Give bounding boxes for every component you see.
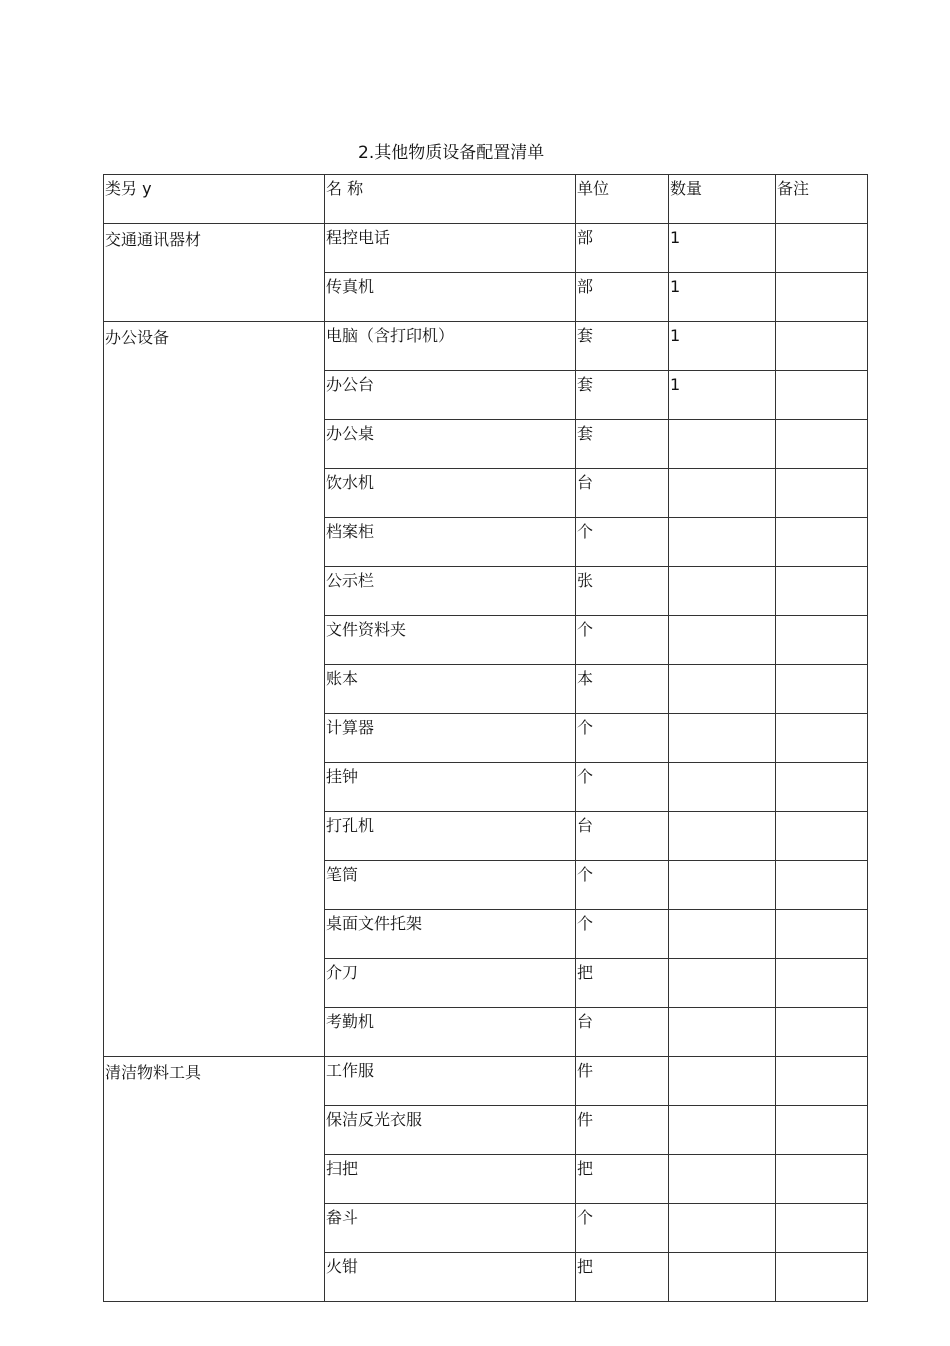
item-quantity-cell	[669, 714, 776, 763]
table-header-row	[104, 175, 868, 224]
item-unit-cell: 部	[576, 224, 669, 273]
item-quantity-cell	[669, 861, 776, 910]
item-unit-cell: 张	[576, 567, 669, 616]
header-unit: 单位	[576, 175, 669, 224]
item-unit-cell: 件	[576, 1057, 669, 1106]
item-name-cell: 桌面文件托架	[325, 910, 576, 959]
table-row	[104, 224, 868, 273]
item-remark-cell	[776, 714, 868, 763]
item-unit-cell: 个	[576, 910, 669, 959]
item-unit-cell: 本	[576, 665, 669, 714]
item-quantity-cell	[669, 665, 776, 714]
item-quantity-cell	[669, 959, 776, 1008]
item-quantity-cell	[669, 910, 776, 959]
item-name-cell: 账本	[325, 665, 576, 714]
item-remark-cell	[776, 567, 868, 616]
item-name-cell: 保洁反光衣服	[325, 1106, 576, 1155]
header-remark: 备注	[776, 175, 868, 224]
header-name: 名 称	[325, 175, 576, 224]
table-body	[104, 224, 868, 1302]
item-remark-cell	[776, 1155, 868, 1204]
item-remark-cell	[776, 910, 868, 959]
item-quantity-cell	[669, 1253, 776, 1302]
item-unit-cell: 台	[576, 469, 669, 518]
item-name-cell: 饮水机	[325, 469, 576, 518]
item-unit-cell: 个	[576, 1204, 669, 1253]
item-unit-cell: 套	[576, 371, 669, 420]
item-name-cell: 畚斗	[325, 1204, 576, 1253]
item-unit-cell: 部	[576, 273, 669, 322]
item-remark-cell	[776, 1057, 868, 1106]
item-unit-cell: 把	[576, 1253, 669, 1302]
item-quantity-cell	[669, 518, 776, 567]
item-remark-cell	[776, 1253, 868, 1302]
item-quantity-cell: 1	[669, 273, 776, 322]
item-unit-cell: 个	[576, 861, 669, 910]
item-quantity-cell	[669, 1057, 776, 1106]
header-quantity: 数量	[669, 175, 776, 224]
item-unit-cell: 台	[576, 1008, 669, 1057]
item-name-cell: 挂钟	[325, 763, 576, 812]
item-name-cell: 打孔机	[325, 812, 576, 861]
item-remark-cell	[776, 1204, 868, 1253]
item-name-cell: 程控电话	[325, 224, 576, 273]
item-quantity-cell	[669, 812, 776, 861]
item-remark-cell	[776, 469, 868, 518]
item-remark-cell	[776, 224, 868, 273]
item-remark-cell	[776, 861, 868, 910]
item-name-cell: 笔筒	[325, 861, 576, 910]
table-row	[104, 322, 868, 371]
item-unit-cell: 把	[576, 1155, 669, 1204]
item-remark-cell	[776, 1106, 868, 1155]
header-category: 类另 y	[104, 175, 325, 224]
item-quantity-cell: 1	[669, 224, 776, 273]
item-quantity-cell: 1	[669, 371, 776, 420]
item-name-cell: 工作服	[325, 1057, 576, 1106]
item-name-cell: 计算器	[325, 714, 576, 763]
item-remark-cell	[776, 1008, 868, 1057]
item-remark-cell	[776, 959, 868, 1008]
item-remark-cell	[776, 371, 868, 420]
item-unit-cell: 个	[576, 714, 669, 763]
category-cell: 清洁物料工具	[104, 1057, 325, 1302]
item-name-cell: 办公台	[325, 371, 576, 420]
item-name-cell: 扫把	[325, 1155, 576, 1204]
item-name-cell: 介刀	[325, 959, 576, 1008]
item-name-cell: 办公桌	[325, 420, 576, 469]
item-unit-cell: 个	[576, 763, 669, 812]
item-name-cell: 文件资料夹	[325, 616, 576, 665]
item-remark-cell	[776, 322, 868, 371]
item-quantity-cell	[669, 567, 776, 616]
item-unit-cell: 套	[576, 420, 669, 469]
item-quantity-cell	[669, 1106, 776, 1155]
item-unit-cell: 个	[576, 518, 669, 567]
equipment-table	[103, 174, 868, 1302]
item-quantity-cell	[669, 420, 776, 469]
item-remark-cell	[776, 665, 868, 714]
item-quantity-cell	[669, 1155, 776, 1204]
item-quantity-cell	[669, 1204, 776, 1253]
item-unit-cell: 个	[576, 616, 669, 665]
item-remark-cell	[776, 518, 868, 567]
item-remark-cell	[776, 420, 868, 469]
item-remark-cell	[776, 273, 868, 322]
item-name-cell: 传真机	[325, 273, 576, 322]
item-name-cell: 火钳	[325, 1253, 576, 1302]
item-quantity-cell	[669, 763, 776, 812]
item-quantity-cell	[669, 616, 776, 665]
table-row	[104, 1057, 868, 1106]
category-cell: 办公设备	[104, 322, 325, 1057]
item-name-cell: 电脑（含打印机）	[325, 322, 576, 371]
item-name-cell: 公示栏	[325, 567, 576, 616]
item-quantity-cell	[669, 1008, 776, 1057]
item-unit-cell: 把	[576, 959, 669, 1008]
item-remark-cell	[776, 812, 868, 861]
item-quantity-cell	[669, 469, 776, 518]
category-cell: 交通通讯器材	[104, 224, 325, 322]
item-remark-cell	[776, 763, 868, 812]
item-name-cell: 考勤机	[325, 1008, 576, 1057]
item-remark-cell	[776, 616, 868, 665]
document-title: 2.其他物质设备配置清单	[358, 143, 545, 163]
item-quantity-cell: 1	[669, 322, 776, 371]
item-unit-cell: 套	[576, 322, 669, 371]
item-name-cell: 档案柜	[325, 518, 576, 567]
item-unit-cell: 台	[576, 812, 669, 861]
item-unit-cell: 件	[576, 1106, 669, 1155]
